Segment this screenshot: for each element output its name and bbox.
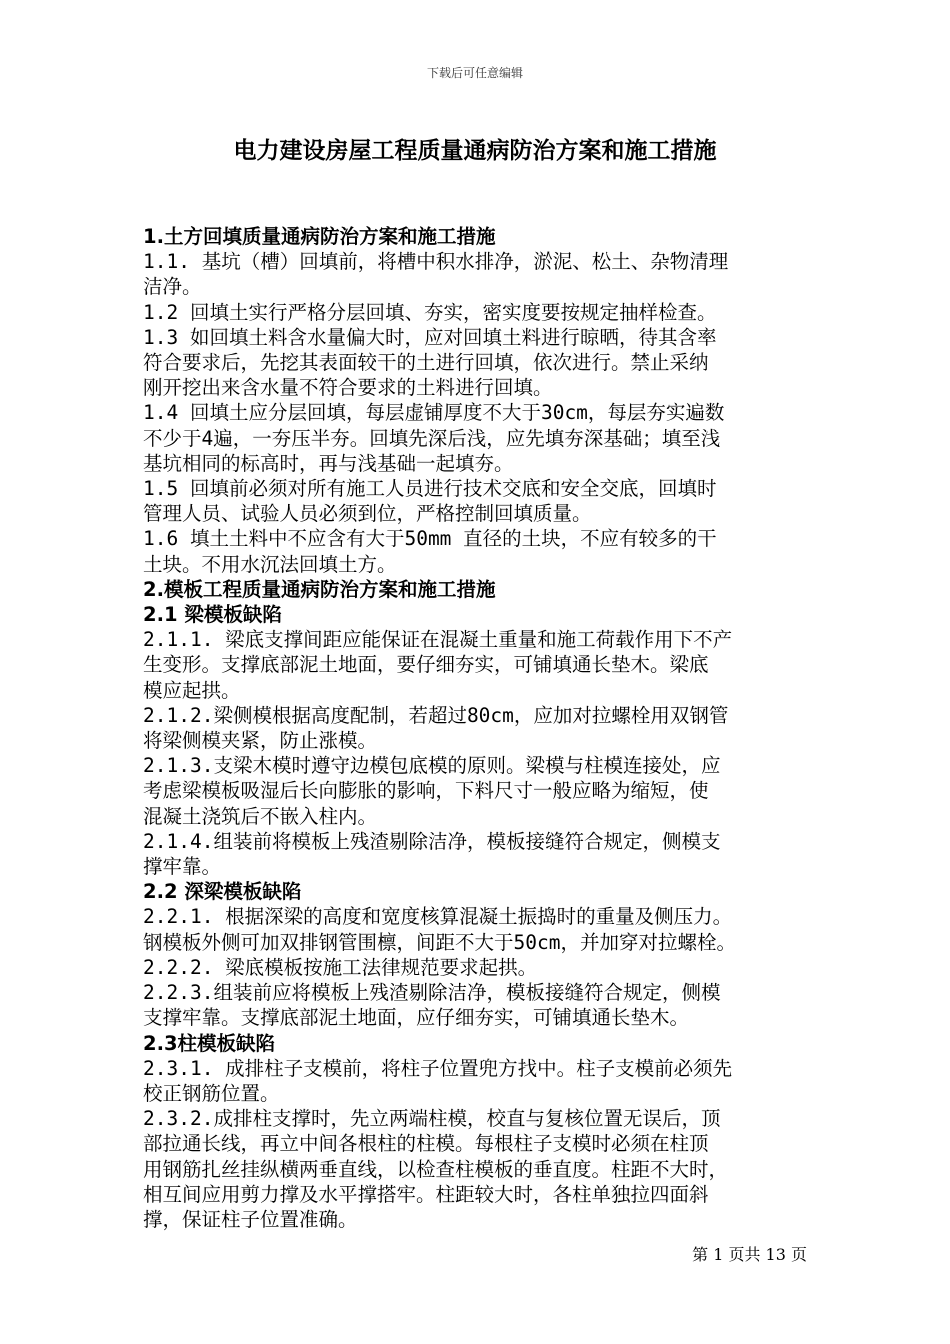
text-line: 土块。不用水沉法回填土方。 bbox=[143, 552, 397, 576]
page-number: 第 1 页共 13 页 bbox=[692, 1245, 807, 1264]
paragraph bbox=[143, 753, 815, 829]
section-heading bbox=[143, 602, 815, 627]
text-line: 2.2.3.组装前应将模板上残渣剔除洁净，模板接缝符合规定，侧模 bbox=[143, 981, 721, 1005]
text-line: 相互间应用剪力撑及水平撑搭牢。柱距较大时，各柱单独拉四面斜 bbox=[143, 1182, 709, 1206]
text-line: 将梁侧模夹紧，防止涨模。 bbox=[143, 729, 378, 753]
paragraph bbox=[143, 980, 815, 1030]
text-line: 1.1. 基坑（槽）回填前，将槽中积水排净，淤泥、松土、杂物清理 bbox=[143, 250, 729, 274]
paragraph bbox=[143, 300, 815, 325]
text-line: 2.1.3.支梁木模时遵守边模包底模的原则。梁模与柱模连接处，应 bbox=[143, 754, 721, 778]
text-line: 1.2 回填土实行严格分层回填、夯实，密实度要按规定抽样检查。 bbox=[143, 300, 717, 324]
text-line: 1.土方回填质量通病防治方案和施工措施 bbox=[143, 225, 496, 248]
text-line: 2.3.2.成排柱支撑时，先立两端柱模，校直与复核位置无误后，顶 bbox=[143, 1107, 721, 1131]
page-header-note: 下载后可任意编辑 bbox=[426, 66, 523, 80]
document-body bbox=[143, 224, 815, 1232]
text-line: 1.4 回填土应分层回填，每层虚铺厚度不大于30cm，每层夯实遍数 bbox=[143, 401, 725, 425]
paragraph bbox=[143, 249, 815, 299]
text-line: 2.1.2.梁侧模根据高度配制，若超过80cm，应加对拉螺栓用双钢管 bbox=[143, 703, 729, 727]
paragraph bbox=[143, 904, 815, 954]
text-line: 1.5 回填前必须对所有施工人员进行技术交底和安全交底，回填时 bbox=[143, 477, 717, 501]
text-line: 2.3柱模板缺陷 bbox=[143, 1031, 276, 1055]
text-line: 刚开挖出来含水量不符合要求的土料进行回填。 bbox=[143, 376, 553, 400]
paragraph bbox=[143, 325, 815, 401]
text-line: 基坑相同的标高时，再与浅基础一起填夯。 bbox=[143, 451, 514, 475]
text-line: 钢模板外侧可加双排钢管围檩，间距不大于50cm，并加穿对拉螺栓。 bbox=[143, 930, 736, 954]
text-line: 2.2.1. 根据深梁的高度和宽度核算混凝土振捣时的重量及侧压力。 bbox=[143, 905, 733, 929]
text-line: 洁净。 bbox=[143, 275, 202, 299]
section-heading bbox=[143, 1031, 815, 1056]
paragraph bbox=[143, 400, 815, 476]
paragraph bbox=[143, 1106, 815, 1232]
document-title: 电力建设房屋工程质量通病防治方案和施工措施 bbox=[233, 138, 717, 164]
text-line: 支撑牢靠。支撑底部泥土地面，应仔细夯实，可铺填通长垫木。 bbox=[143, 1006, 690, 1030]
text-line: 模应起拱。 bbox=[143, 678, 241, 702]
text-line: 管理人员、试验人员必须到位，严格控制回填质量。 bbox=[143, 502, 592, 526]
paragraph bbox=[143, 829, 815, 879]
text-line: 2.3.1. 成排柱子支模前，将柱子位置兜方找中。柱子支模前必须先 bbox=[143, 1056, 733, 1080]
text-line: 2.1.4.组装前将模板上残渣剔除洁净，模板接缝符合规定，侧模支 bbox=[143, 829, 721, 853]
text-line: 2.2 深梁模板缺陷 bbox=[143, 880, 302, 904]
text-line: 部拉通长线，再立中间各根柱的柱模。每根柱子支模时必须在柱顶 bbox=[143, 1132, 709, 1156]
text-line: 用钢筋扎丝挂纵横两垂直线，以检查柱模板的垂直度。柱距不大时， bbox=[143, 1157, 729, 1181]
text-line: 生变形。支撑底部泥土地面，要仔细夯实，可铺填通长垫木。梁底 bbox=[143, 653, 709, 677]
section-heading bbox=[143, 577, 815, 602]
paragraph bbox=[143, 703, 815, 753]
text-line: 考虑梁模板吸湿后长向膨胀的影响，下料尺寸一般应略为缩短，使 bbox=[143, 779, 709, 803]
paragraph bbox=[143, 1056, 815, 1106]
section-heading bbox=[143, 879, 815, 904]
text-line: 不少于4遍，一夯压半夯。回填先深后浅，应先填夯深基础；填至浅 bbox=[143, 426, 721, 450]
text-line: 撑，保证柱子位置准确。 bbox=[143, 1207, 358, 1231]
text-line: 校正钢筋位置。 bbox=[143, 1081, 280, 1105]
text-line: 符合要求后，先挖其表面较干的土进行回填，依次进行。禁止采纳 bbox=[143, 351, 709, 375]
text-line: 撑牢靠。 bbox=[143, 855, 222, 879]
text-line: 2.1.1. 梁底支撑间距应能保证在混凝土重量和施工荷载作用下不产 bbox=[143, 628, 733, 652]
text-line: 1.6 填土土料中不应含有大于50mm 直径的土块，不应有较多的干 bbox=[143, 527, 717, 551]
text-line: 2.模板工程质量通病防治方案和施工措施 bbox=[143, 577, 496, 601]
section-heading bbox=[143, 224, 815, 249]
text-line: 混凝土浇筑后不嵌入柱内。 bbox=[143, 804, 378, 828]
text-line: 1.3 如回填土料含水量偏大时，应对回填土料进行晾晒，待其含率 bbox=[143, 325, 717, 349]
paragraph bbox=[143, 476, 815, 526]
text-line: 2.2.2. 梁底模板按施工法律规范要求起拱。 bbox=[143, 955, 538, 979]
paragraph bbox=[143, 526, 815, 576]
paragraph bbox=[143, 627, 815, 703]
text-line: 2.1 梁模板缺陷 bbox=[143, 603, 282, 627]
paragraph bbox=[143, 955, 815, 980]
